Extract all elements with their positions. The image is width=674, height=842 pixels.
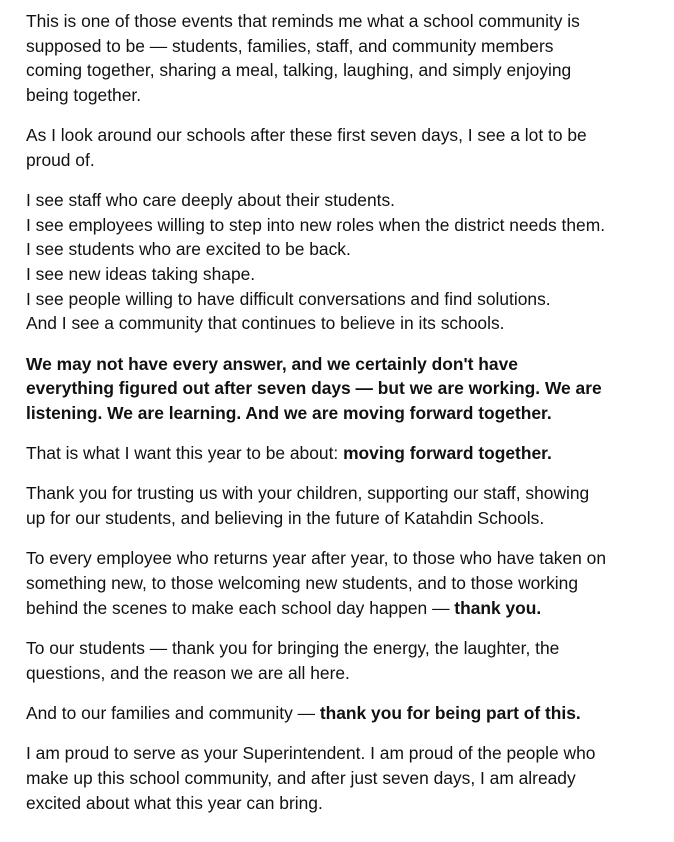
text-line: supposed to be — students, families, staff, and community members (26, 35, 554, 56)
text-line: This is one of those events that reminds me what a school community is (26, 11, 580, 31)
text-line: everything figured out after seven days — but we are working. We are (26, 378, 602, 399)
text-line (26, 596, 654, 621)
text-line: I see new ideas taking shape. (26, 263, 256, 284)
paragraph-year-about (26, 441, 654, 466)
paragraph-proud-of (26, 123, 654, 172)
text-line: something new, to those welcoming new students, and to those working (26, 573, 578, 594)
text-line: We may not have every answer, and we certainly don't have (26, 353, 518, 374)
text-line: questions, and the reason we are all here. (26, 662, 350, 683)
bold-text-run: moving forward together. (343, 443, 552, 464)
text-line: proud of. (26, 149, 95, 170)
text-line: As I look around our schools after these first seven days, I see a lot to be (26, 125, 587, 146)
text-line: I am proud to serve as your Superintendent. I am proud of the people who (26, 743, 596, 764)
text-line: being together. (26, 84, 142, 105)
text-line: I see staff who care deeply about their students. (26, 190, 395, 211)
text-line: coming together, sharing a meal, talking, laughing, and simply enjoying (26, 60, 572, 81)
paragraph-thank-employees (26, 546, 654, 620)
text-line: And I see a community that continues to believe in its schools. (26, 313, 505, 334)
paragraph-thank-students (26, 636, 654, 685)
paragraph-thank-you-trust (26, 481, 654, 530)
text-line: up for our students, and believing in the future of Katahdin Schools. (26, 508, 545, 529)
text-line: make up this school community, and after just seven days, I am already (26, 768, 576, 789)
text-line: I see people willing to have difficult conversations and find solutions. (26, 288, 551, 309)
text-line: To every employee who returns year after year, to those who have taken on (26, 548, 607, 569)
text-run: And to our families and community — (26, 703, 320, 724)
text-line: listening. We are learning. And we are moving forward together. (26, 402, 552, 423)
text-line: I see students who are excited to be back. (26, 239, 351, 260)
text-line: excited about what this year can bring. (26, 792, 323, 813)
text-run: behind the scenes to make each school day happen — (26, 597, 455, 618)
paragraph-thank-families (26, 701, 654, 726)
bold-text-run: thank you. (454, 597, 542, 618)
text-run: That is what I want this year to be about: (26, 443, 344, 464)
paragraph-moving-forward-bold (26, 352, 654, 426)
paragraph-proud-to-serve (26, 741, 654, 815)
paragraph-i-see-list (26, 188, 654, 336)
paragraph-event-community (26, 9, 654, 107)
text-line: I see employees willing to step into new roles when the district needs them. (26, 214, 606, 235)
bold-text-run: thank you for being part of this. (319, 703, 581, 724)
text-line: To our students — thank you for bringing the energy, the laughter, the (26, 638, 560, 659)
text-line: Thank you for trusting us with your children, supporting our staff, showing (26, 483, 590, 504)
